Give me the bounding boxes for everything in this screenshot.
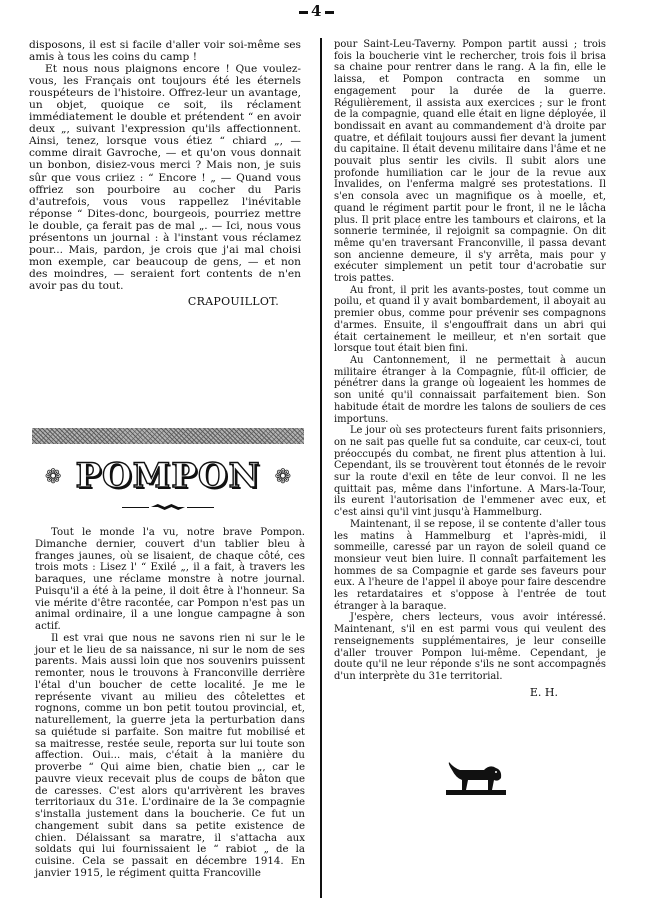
title-divider-ornament bbox=[122, 503, 214, 511]
paragraph: pour Saint-Leu-Taverny. Pompon partit aussi ; trois fois la boucherie vint le rechercher, trois fois il brisa sa chaine pour rentrer dans le rang. A la fin, elle le laissa, et Pompon contracta en somme un engagement pour la durée de la guerre. Régulièrement, il assista aux exercices ; sur le front de la compagnie, quand elle était en ligne déployée, il bondissait en avant au commandement d'à droite par quatre, et défilait toujours aussi fier devant la jument du capitaine. Il était devenu militaire dans l'âme et ne pouvait plus sentir les civils. Il subit alors une profonde humiliation car le jour de la revue aux Invalides, on l'enferma malgré ses protestations. Il s'en consola avec un magnifique os à moelle, et, quand le régiment partit pour le front, il ne le lâcha plus. Il prit place entre les tambours et clairons, et la sonnerie terminée, il rejoignit sa compagnie. On dit même qu'en traversant Franconville, il passa devant son ancienne demeure, il s'y arrêta, mais pour y exécuter simplement un petit tour d'acrobatie sur trois pattes. bbox=[334, 39, 606, 285]
paragraph: Le jour où ses protecteurs furent faits prisonniers, on ne sait pas quelle fut sa conduite, car ceux-ci, tout préoccupés du combat, ne firent plus attention à lui. Cependant, ils se trouvèrent tout étonnés de le revoir sur la route d'exil en tête de leur convoi. Il ne les quittait pas, même dans l'infortune. A Mars-la-Tour, ils eurent l'autorisation de l'emmener avec eux, et c'est ainsi qu'il vint jusqu'à Hammelburg. bbox=[334, 425, 606, 519]
page-number-text: 4 bbox=[311, 2, 323, 20]
divider-line bbox=[122, 507, 149, 508]
article-body-right bbox=[334, 39, 606, 698]
page-number bbox=[296, 2, 337, 20]
paragraph: Au Cantonnement, il ne permettait à aucun militaire étranger à la Compagnie, fût-il officier, de pénétrer dans la grange où logeaient les hommes de son unité qu'il connaissait parfaitement bien. Son habitude était de mordre les talons de souliers de ces importuns. bbox=[334, 354, 606, 425]
paragraph: Il est vrai que nous ne savons rien ni sur le le jour et le lieu de sa naissance, ni sur le nom de ses parents. Mais aussi loin que nos souvenirs puissent remonter, nous le trouvons à Franconville derrière l'étal d'un boucher de cette localité. Je me le représente vivant au milieu des côtelettes et rognons, comme un bon petit toutou provincial, et, naturellement, la guerre jeta la perturbation dans sa quiétude si parfaite. Son maitre fut mobilisé et sa maitresse, restée seule, reporta sur lui toute son affection. Oui... mais, c'était à la manière du proverbe “ Qui aime bien, chatie bien „, car le pauvre vieux recevait plus de coups de bâton que de caresses. C'est alors qu'arrivèrent les braves territoriaux du 31e. L'ordinaire de la 3e compagnie s'installa justement dans la boucherie. Ce fut un changement subit dans sa petite existence de chien. Délaissant sa maratre, il s'attacha aux soldats qui lui fournissaient le “ rabiot „ de la cuisine. Cela se passait en décembre 1914. En janvier 1915, le régiment quitta Francoville bbox=[35, 632, 305, 879]
column-rule bbox=[320, 38, 322, 898]
ornamental-band bbox=[32, 428, 304, 444]
signature-crapouillot: CRAPOUILLOT. bbox=[187, 294, 279, 308]
article-title-row bbox=[32, 456, 304, 496]
article-title: POMPON bbox=[75, 456, 261, 496]
paragraph: Au front, il prit les avants-postes, tout comme un poilu, et quand il y avait bombardement, il aboyait au premier obus, comme pour prévenir ses compagnons d'armes. Ensuite, il s'engouffrait dans un abri qui était certainement le meilleur, et n'en sortait que lorsque tout était bien fini. bbox=[334, 284, 606, 355]
paragraph: disposons, il est si facile d'aller voir soi-même ses amis à tous les coins du camp ! bbox=[29, 39, 301, 64]
dash-ornament bbox=[325, 11, 334, 14]
rosette-icon: ❁ bbox=[274, 464, 292, 488]
paragraph: J'espère, chers lecteurs, vous avoir intéressé. Maintenant, s'il en est parmi vous qui veulent des renseignements supplémentaires, je leur conseille d'aller trouver Pompon lui-même. Cependant, je doute qu'il ne leur réponde s'ils ne sont accompagnés d'un interprète du 31e territorial. bbox=[334, 612, 606, 682]
article-body-left bbox=[35, 527, 305, 880]
dash-ornament bbox=[299, 11, 308, 14]
divider-center bbox=[151, 504, 185, 510]
paragraph: Et nous nous plaignons encore ! Que voulez-vous, les Français ont toujours été les éternels rouspéteurs de l'histoire. Offrez-leur un avantage, un objet, quoique ce soit, ils réclament immédiatement le double et prétendent “ en avoir deux „, suivant l'expression qu'ils affectionnent. Ainsi, tenez, lorsque vous étiez “ chiard „, — comme dirait Gavroche, — et qu'on vous donnait un bonbon, disiez-vous merci ? Mais non, je suis sûr que vous criiez : “ Encore ! „ — Quand vous offriez son pourboire au cocher du Paris d'autrefois, vous vous rappellez l'inévitable réponse “ Dites-donc, bourgeois, pourriez mettre le double, ça ferait pas de mal „. — Ici, nous vous présentons un journal : à l'instant vous réclamez pour... Mais, pardon, je crois que j'ai mal choisi mon exemple, car beaucoup de gens, — et non des moindres, — seraient fort contents de n'en avoir pas du tout. bbox=[29, 63, 301, 292]
rosette-icon: ❁ bbox=[44, 464, 62, 488]
signature-eh: E. H. bbox=[529, 685, 558, 699]
paragraph: Maintenant, il se repose, il se contente d'aller tous les matins à Hammelburg et l'après-midi, il sommeille, caressé par un rayon de soleil quand ce monsieur veut bien luire. Il connaît parfaitement les hommes de sa Compagnie et garde ses faveurs pour eux. A l'heure de l'appel il aboye pour faire descendre les retardataires et s'oppose à l'entrée de tout étranger à la baraque. bbox=[334, 518, 606, 612]
paragraph: Tout le monde l'a vu, notre brave Pompon. Dimanche dernier, couvert d'un tablier bleu à franges jaunes, où se lisaient, de chaque côté, ces trois mots : Lisez l' “ Exilé „, il a fait, à travers les baraques, une réclame monstre à notre journal. Puisqu'il a été à la peine, il doit être à l'honneur. Sa vie mérite d'être racontée, car Pompon n'est pas un animal ordinaire, il a une longue campagne à son actif. bbox=[35, 527, 305, 632]
divider-line bbox=[187, 507, 214, 508]
left-column-previous-article bbox=[29, 39, 301, 308]
dog-icon bbox=[446, 760, 508, 796]
